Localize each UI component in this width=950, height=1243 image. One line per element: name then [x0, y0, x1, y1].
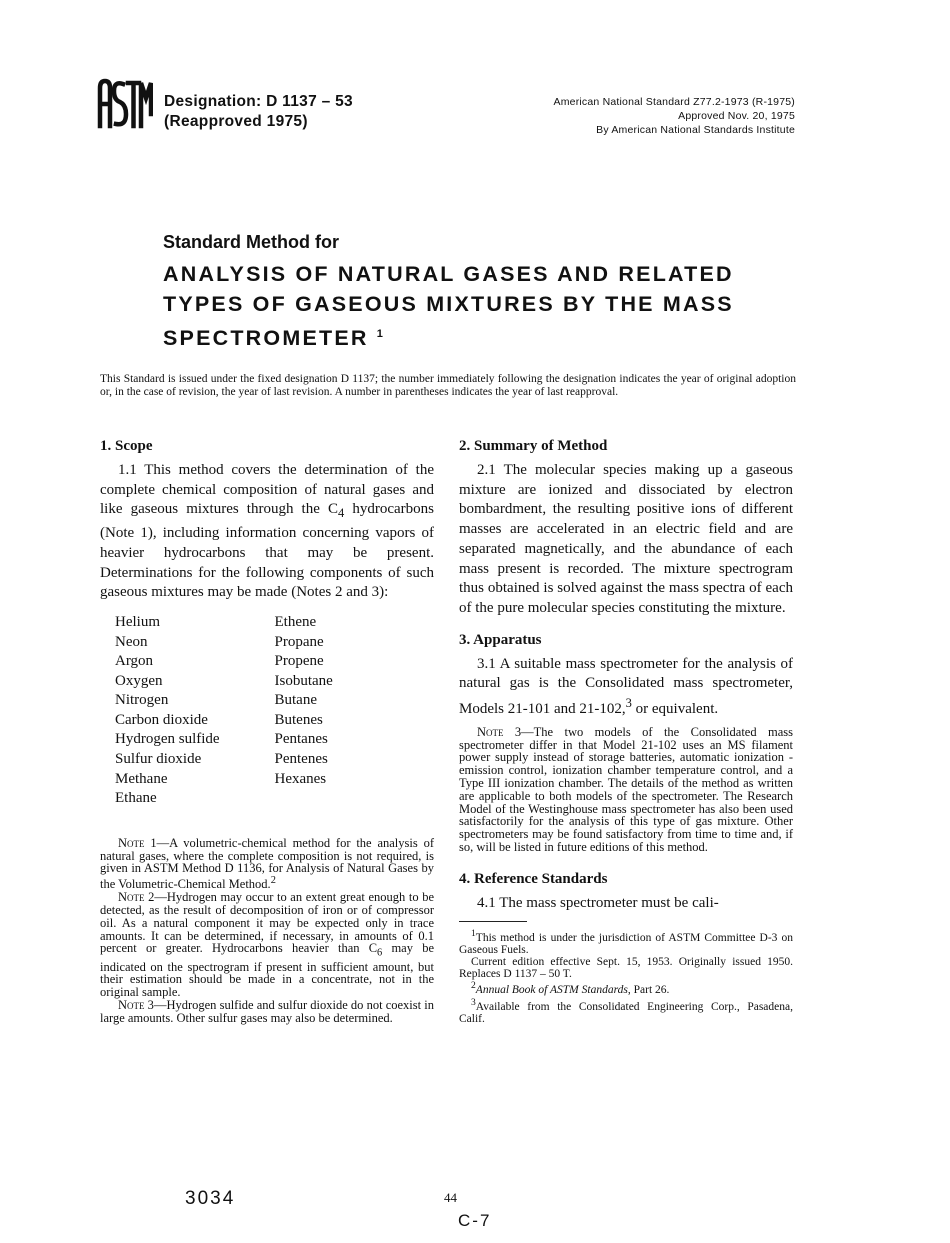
note-1: Note 1—A volumetric-chemical method for the analysis of natural gases, where the complete composition is not required, is given in ASTM Method D 1136, for Analysis of Natural Gases by the Volumetric-Chemical Method.$^2$ [100, 835, 434, 892]
gas-list-item: Isobutane [274, 672, 333, 689]
document-title-text: ANALYSIS OF NATURAL GASES AND RELATED TYPES OF GASEOUS MIXTURES BY THE MASS SPECTROMETER [163, 262, 734, 351]
summary-paragraph: 2.1 The molecular species making up a gaseous mixture are ionized and dissociated by electron bombardment, the resulting positive ions of different masses are accelerated in an electric field and are separated magnetically, and the abundance of each mass present is recorded. The mixture spectrogram thus obtained is solved against the mass spectra of each of the pure molecular species constituting the mixture. [459, 462, 793, 616]
gas-list-item: Propane [274, 633, 324, 650]
gas-list-item: Hexanes [274, 770, 327, 787]
document-title [163, 259, 803, 353]
gas-component-list [115, 613, 434, 809]
gas-list-item: Nitrogen [115, 692, 169, 709]
footnote-2: $^2$Annual Book of ASTM Standards, Part 26. [471, 980, 670, 997]
section-heading-summary: 2. Summary of Method [459, 438, 608, 454]
footnote-1: $^1$This method is under the jurisdiction of ASTM Committee D-3 on Gaseous Fuels. [459, 928, 793, 957]
designation-block [164, 92, 353, 132]
reference-paragraph: 4.1 The mass spectrometer must be cali- [477, 894, 719, 911]
standard-preamble: This Standard is issued under the fixed designation D 1137; the number immediately following the designation indicates the year of original adoption or, in the case of revision, the year of last revision. A number in parentheses indicates the year of last reapproval. [100, 373, 796, 398]
ansi-approval-block [554, 95, 796, 137]
note-3-scope: Note 3—Hydrogen sulfide and sulfur dioxide do not coexist in large amounts. Other sulfur gases may also be determined. [100, 998, 434, 1025]
gas-list-column-2 [275, 613, 435, 809]
note-2: Note 2—Hydrogen may occur to an extent great enough to be detected, as the result of decomposition of iron or of compressor oil. As a natural component it may be expected only in trace amounts. It can be determined, if necessary, in amounts of 0.1 percent or greater. Hydrocarbons heavier than $C_6$ may be indicated on the spectrogram if present in sufficient amount, but their estimation should be made in a concentrate, not in the original sample. [100, 890, 434, 1000]
page-number: 44 [444, 1190, 457, 1205]
handwritten-number: 3034 [185, 1188, 236, 1209]
gas-list-item: Methane [115, 770, 168, 787]
ansi-approval-date: Approved Nov. 20, 1975 [678, 110, 795, 122]
handwritten-code: C-7 [458, 1211, 492, 1230]
footnote-3: $^3$Available from the Consolidated Engineering Corp., Pasadena, Calif. [459, 997, 793, 1025]
note-3-apparatus: Note 3—The two models of the Consolidated mass spectrometer differ in that Model 21-102 uses an MS filament power supply instead of storage batteries, automatic ionization - emission control, ionization chamber temperature control, and a Type III ionization chamber. The details of the method as written are applicable to both models of the spectrometer. The Research Model of the Westinghouse mass spectrometer has also been used satisfactorily for the analysis of this type of gas mixture. Other spectrometers may be found satisfactory from time to time and, if so, will be listed in future editions of this method. [459, 724, 793, 854]
gas-list-item: Pentenes [274, 751, 328, 768]
section-heading-apparatus: 3. Apparatus [459, 631, 542, 648]
left-column [100, 437, 434, 1025]
scope-paragraph: 1.1 This method covers the determination of the complete chemical composition of natural gases and like gaseous mixtures through the $C_4$ hydrocarbons (Note 1), including information concerning vapors of heavier hydrocarbons that may be present. Determinations for the following components of such gaseous mixtures may be made (Notes 2 and 3): [100, 462, 434, 601]
gas-list-item: Neon [115, 633, 148, 650]
gas-list-item: Pentanes [274, 731, 328, 748]
gas-list-item: Hydrogen sulfide [115, 731, 220, 748]
gas-list-item: Ethane [115, 790, 157, 807]
ansi-approver: By American National Standards Institute [596, 124, 795, 136]
gas-list-item: Oxygen [115, 672, 163, 689]
gas-list-item: Propene [274, 653, 324, 670]
gas-list-item: Argon [115, 653, 154, 670]
footnote-divider [459, 921, 527, 922]
title-footnote-ref: 1 [376, 328, 383, 340]
apparatus-paragraph: 3.1 A suitable mass spectrometer for the analysis of natural gas is the Consolidated mass spectrometer, Models 21-101 and 21-102,$^3$ or equivalent. [459, 655, 793, 718]
ansi-standard-number: American National Standard Z77.2-1973 (R-1975) [553, 96, 795, 108]
astm-logo [97, 78, 153, 130]
gas-list-item: Butenes [274, 711, 323, 728]
gas-list-item: Carbon dioxide [115, 711, 208, 728]
reapproval-year: (Reapproved 1975) [164, 113, 308, 130]
section-heading-scope: 1. Scope [100, 438, 153, 454]
section-heading-reference: 4. Reference Standards [459, 870, 608, 887]
document-kicker: Standard Method for [163, 232, 339, 252]
right-column [459, 437, 793, 1025]
footnote-1-continued: Current edition effective Sept. 15, 1953. Originally issued 1950. Replaces D 1137 – 50 T. [459, 955, 793, 980]
gas-list-item: Ethene [274, 613, 317, 630]
gas-list-item: Sulfur dioxide [115, 751, 202, 768]
designation-number: Designation: D 1137 – 53 [164, 93, 353, 110]
gas-list-item: Butane [274, 692, 317, 709]
gas-list-item: Helium [115, 613, 160, 630]
gas-list-column-1 [115, 613, 275, 809]
